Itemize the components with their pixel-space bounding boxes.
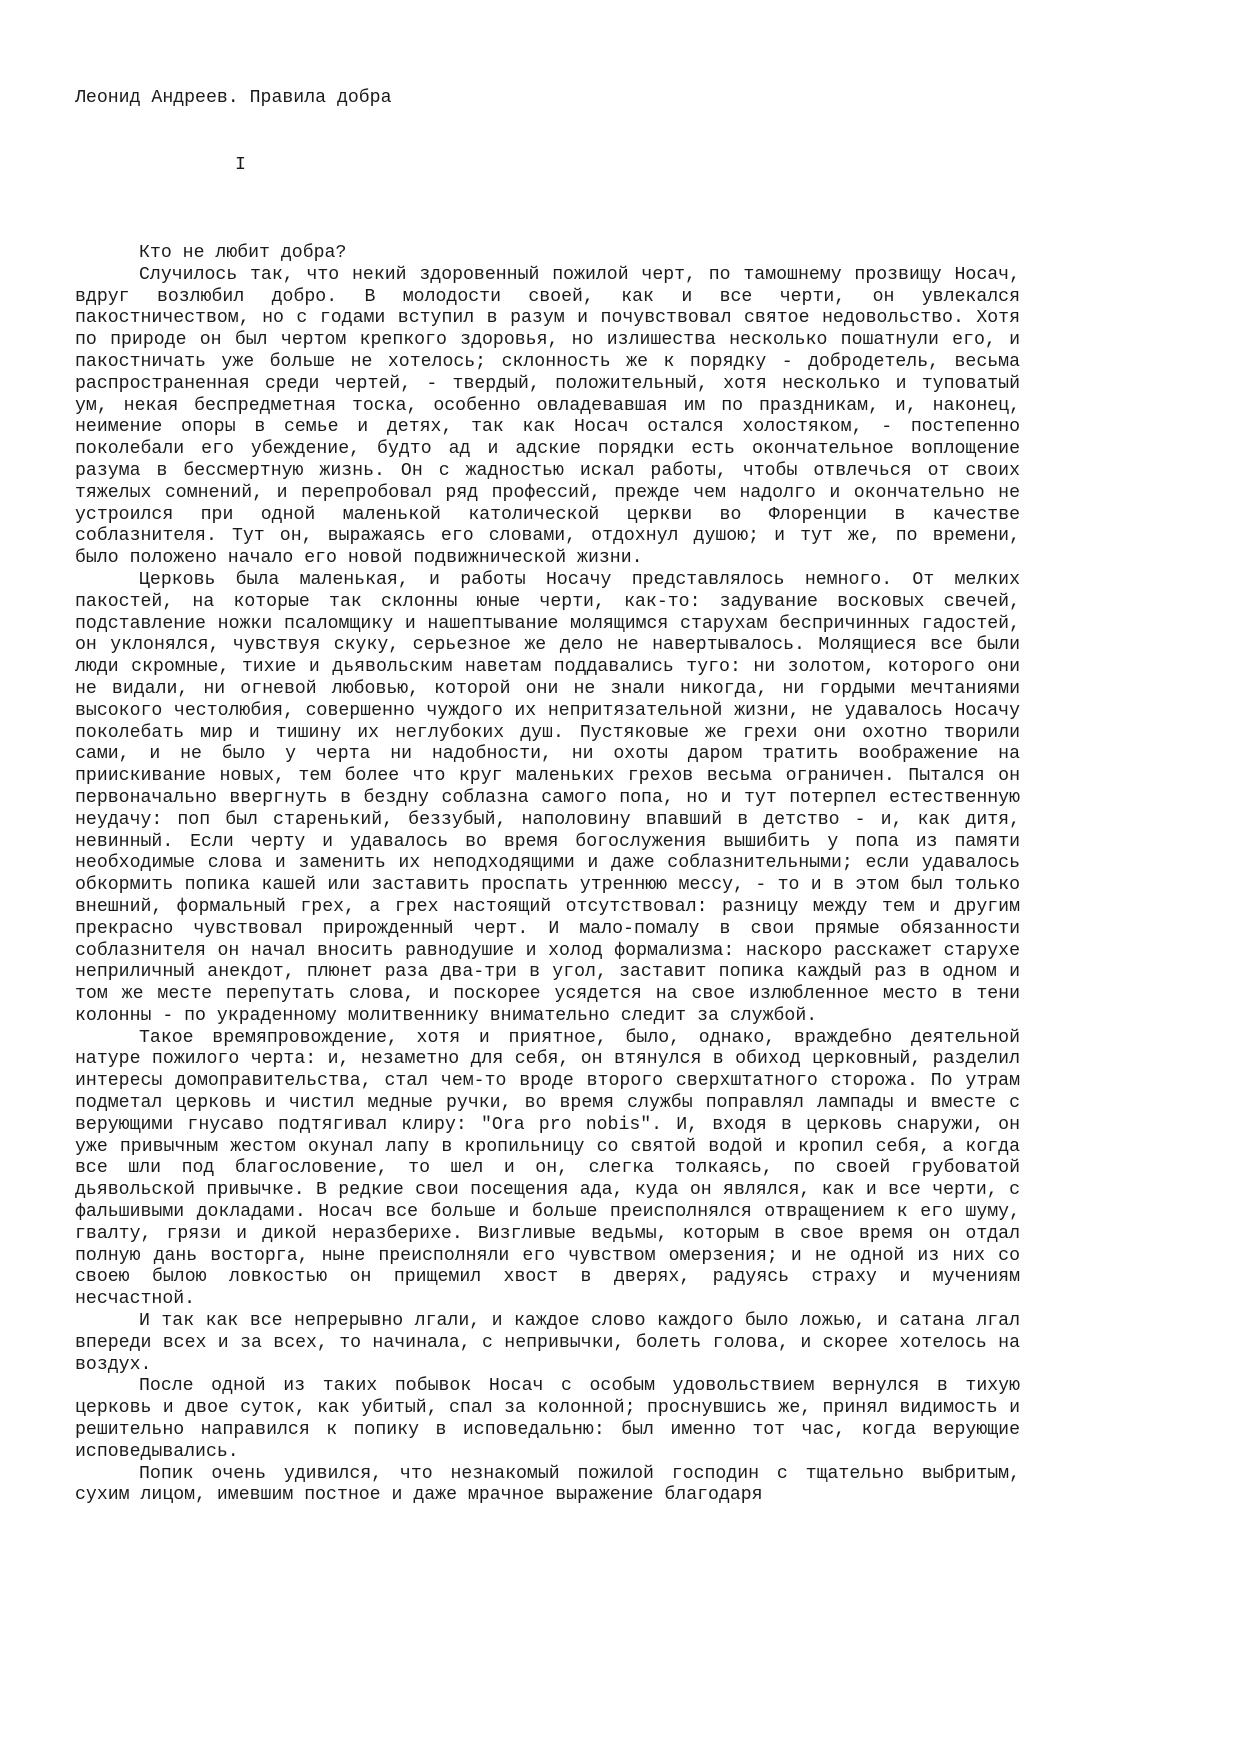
paragraph: Попик очень удивился, что незнакомый пожилой господин с тщательно выбритым, сухим лицом, имевшим постное и даже мрачное выражение благодаря [75,1463,1020,1506]
paragraph: И так как все непрерывно лгали, и каждое слово каждого было ложью, и сатана лгал впереди всех и за всех, то начинала, с непривычки, болеть голова, и скорее хотелось на воздух. [75,1311,1020,1375]
paragraph: Кто не любит добра? [139,243,347,263]
paragraph: После одной из таких побывок Носач с особым удовольствием вернулся в тихую церковь и двое суток, как убитый, спал за колонной; проснувшись же, принял видимость и решительно направился к попику в исповедальню: был именно тот час, когда верующие исповедывались. [75,1376,1020,1462]
document-title: Леонид Андреев. Правила добра [75,88,392,108]
paragraph: Случилось так, что некий здоровенный пожилой черт, по тамошнему прозвищу Носач, вдруг возлюбил добро. В молодости своей, как и все черти, он увлекался пакостничеством, но с годами вступил в разум и почувствовал святое недовольство. Хотя по природе он был чертом крепкого здоровья, но излишества несколько пошатнули его, и пакостничать уже больше не хотелось; склонность же к порядку - добродетель, весьма распространенная среди чертей, - твердый, положительный, хотя несколько и туповатый ум, некая беспредметная тоска, особенно овладевавшая им по праздникам, и, наконец, неимение опоры в семье и детях, так как Носач остался холостяком, - постепенно поколебали его убеждение, будто ад и адские порядки есть окончательное воплощение разума в бессмертную жизнь. Он с жадностью искал работы, чтобы отвлечься от своих тяжелых сомнений, и перепробовал ряд профессий, прежде чем надолго и окончательно не устроился при одной маленькой католической церкви во Флоренции в качестве соблазнителя. Тут он, выражаясь его словами, отдохнул душою; и тут же, по времени, было положено начало его новой подвижнической жизни. [75,264,1020,569]
chapter-heading: I [235,155,246,175]
body-text [75,243,1020,1507]
paragraph: Церковь была маленькая, и работы Носачу представлялось немного. От мелких пакостей, на которые так склонны юные черти, как-то: задувание восковых свечей, подставление ножки псаломщику и нашептывание молящимся старухам беспричинных гадостей, он уклонялся, чувствуя скуку, серьезное же дело не навертывалось. Молящиеся все были люди скромные, тихие и дьявольским наветам поддавались туго: ни золотом, которого они не видали, ни огневой любовью, которой они не знали никогда, ни гордыми мечтаниями высокого честолюбия, совершенно чуждого их непритязательной жизни, не удавалось Носачу поколебать мир и тишину их неглубоких душ. Пустяковые же грехи они охотно творили сами, и не было у черта ни надобности, ни охоты даром тратить воображение на приискивание новых, тем более что круг маленьких грехов весьма ограничен. Пытался он первоначально ввергнуть в бездну соблазна самого попа, но и тут потерпел естественную неудачу: поп был старенький, беззубый, наполовину впавший в детство - и, как дитя, невинный. Если черту и удавалось во время богослужения вышибить у попа из памяти необходимые слова и заменить их неподходящими и даже соблазнительными; если удавалось обкормить попика кашей или заставить проспать утреннюю мессу, - то и в этом был только внешний, формальный грех, а грех настоящий отсутствовал: разницу между тем и другим прекрасно чувствовал прирожденный черт. И мало-помалу в свои прямые обязанности соблазнителя он начал вносить равнодушие и холод формализма: наскоро расскажет старухе неприличный анекдот, плюнет раза два-три в угол, заставит попика каждый раз в одном и том же месте перепутать слова, и поскорее усядется на свое излюбленное место в тени колонны - по украденному молитвеннику внимательно следит за службой. [75,569,1020,1026]
document-page [75,88,1020,1506]
paragraph: Такое времяпровождение, хотя и приятное, было, однако, враждебно деятельной натуре пожилого черта: и, незаметно для себя, он втянулся в обиход церковный, разделил интересы домоправительства, стал чем-то вроде второго сверхштатного сторожа. По утрам подметал церковь и чистил медные ручки, во время службы поправлял лампады и вместе с верующими гнусаво подтягивал клиру: "Ora pro nobis". И, входя в церковь снаружи, он уже привычным жестом окунал лапу в кропильницу со святой водой и кропил себя, а когда все шли под благословение, то шел и он, слегка толкаясь, по своей грубоватой дьявольской привычке. В редкие свои посещения ада, куда он являлся, как и все черти, с фальшивыми докладами. Носач все больше и больше преисполнялся отвращением к его шуму, гвалту, грязи и дикой неразберихе. Визгливые ведьмы, которым в свое время он отдал полную дань восторга, ныне преисполняли его чувством омерзения; и не одной из них со своею былою ловкостью он прищемил хвост в дверях, радуясь страху и мучениям несчастной. [75,1027,1020,1310]
